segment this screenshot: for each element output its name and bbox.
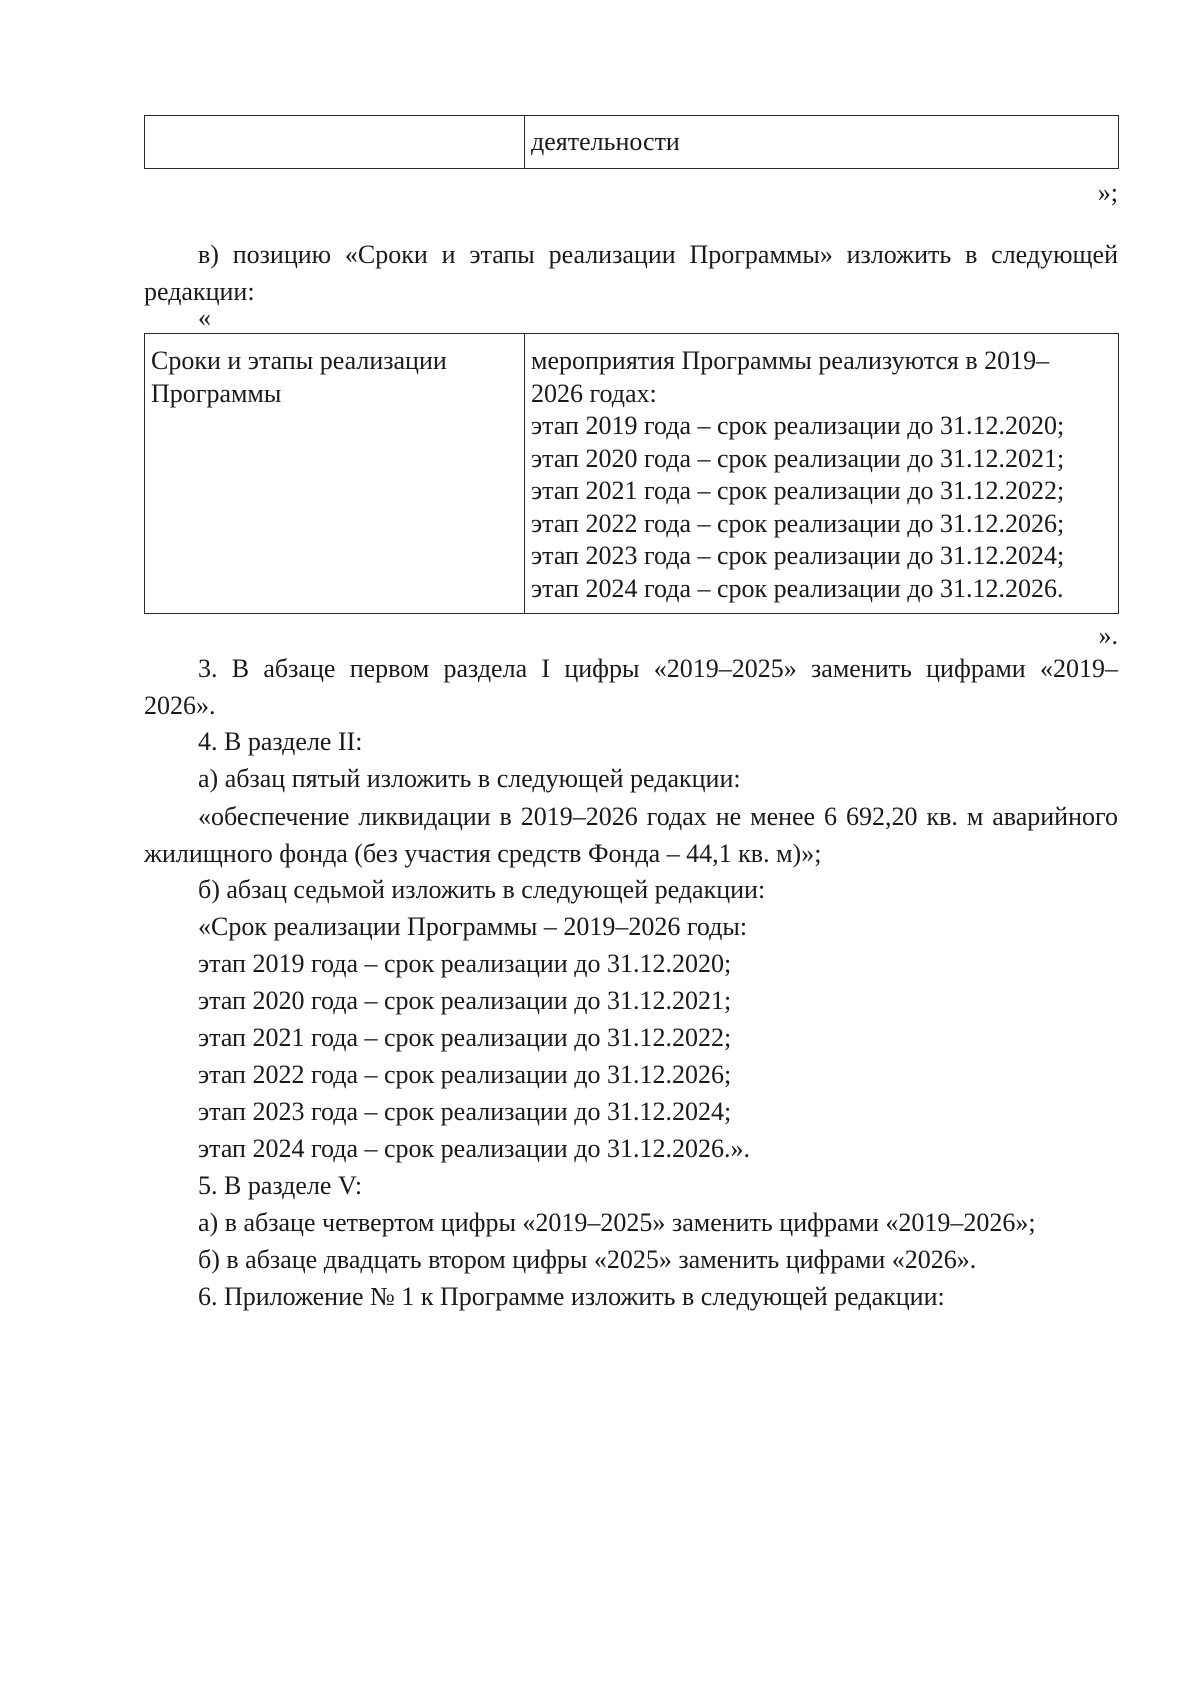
paragraph-6: 6. Приложение № 1 к Программе изложить в следующей редакции:: [198, 1282, 945, 1311]
stage-line: этап 2022 года – срок реализации до 31.12.2026;: [531, 508, 1065, 538]
table-row: [145, 334, 1119, 614]
stage-line: этап 2021 года – срок реализации до 31.12.2022;: [531, 476, 1065, 505]
table-cell-text: деятельности: [525, 116, 1119, 169]
paragraph-5: 5. В разделе V:: [198, 1171, 363, 1200]
quoted-line: этап 2020 года – срок реализации до 31.12.2021;: [198, 986, 732, 1015]
stage-line: этап 2023 года – срок реализации до 31.12.2024;: [531, 541, 1065, 570]
quoted-line: этап 2024 года – срок реализации до 31.12.2026.».: [198, 1134, 750, 1163]
paragraph-5b: б) в абзаце двадцать втором цифры «2025» заменить цифрами «2026».: [198, 1245, 977, 1274]
table-row: [145, 116, 1119, 169]
program-terms-table: [144, 333, 1119, 614]
paragraph-v: в) позицию «Сроки и этапы реализации Программы» изложить в следующей редакции:: [144, 240, 1118, 306]
table-cell-stages: [525, 334, 1119, 614]
stage-line: этап 2024 года – срок реализации до 31.12.2026.: [531, 573, 1064, 603]
closing-quote: ».: [1098, 621, 1118, 650]
stage-line: 2026 годах:: [531, 378, 657, 408]
opening-quote: «: [198, 303, 211, 332]
continuation-table: [144, 115, 1119, 169]
quoted-line: этап 2023 года – срок реализации до 31.12.2024;: [198, 1097, 732, 1126]
stage-line: мероприятия Программы реализуются в 2019–: [531, 346, 1050, 375]
stage-line: этап 2019 года – срок реализации до 31.12.2020;: [531, 411, 1065, 440]
table-cell-heading: Сроки и этапы реализации Программы: [145, 334, 525, 614]
quoted-line: «Срок реализации Программы – 2019–2026 годы:: [198, 912, 748, 941]
paragraph-4a: а) абзац пятый изложить в следующей редакции:: [198, 764, 741, 793]
paragraph-4a-quote: «обеспечение ликвидации в 2019–2026 годах не менее 6 692,20 кв. м аварийного жилищного фонда (без участия средств Фонда – 44,1 кв. м)»;: [144, 802, 1118, 868]
quoted-line: этап 2022 года – срок реализации до 31.12.2026;: [198, 1060, 732, 1089]
quoted-line: этап 2019 года – срок реализации до 31.12.2020;: [198, 949, 732, 978]
closing-quote: »;: [1097, 178, 1118, 207]
quoted-line: этап 2021 года – срок реализации до 31.12.2022;: [198, 1023, 732, 1052]
paragraph-4: 4. В разделе II:: [198, 727, 363, 756]
paragraph-4b: б) абзац седьмой изложить в следующей редакции:: [198, 875, 766, 904]
paragraph-3: 3. В абзаце первом раздела I цифры «2019–2025» заменить цифрами «2019– 2026».: [144, 654, 1118, 720]
paragraph-5a: а) в абзаце четвертом цифры «2019–2025» заменить цифрами «2019–2026»;: [198, 1208, 1036, 1237]
table-cell-empty: [145, 116, 525, 169]
stage-line: этап 2020 года – срок реализации до 31.12.2021;: [531, 443, 1065, 473]
